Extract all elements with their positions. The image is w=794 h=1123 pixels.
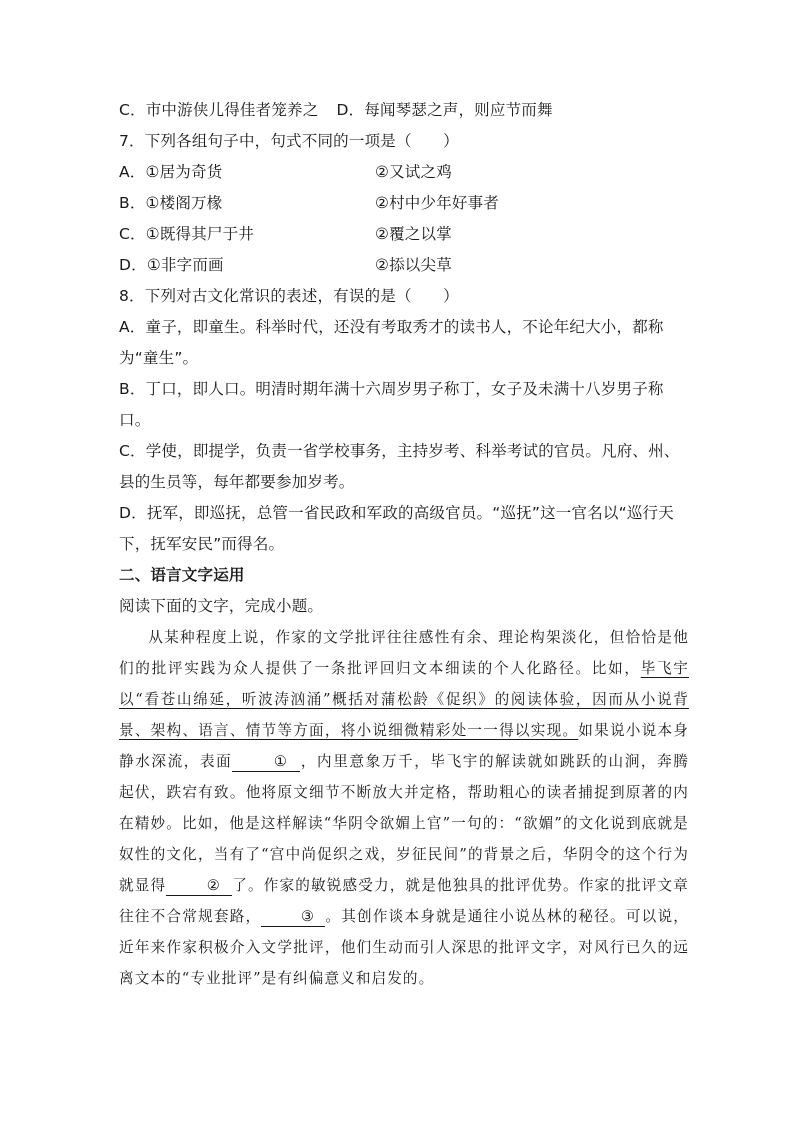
q7-option-d-left: D．①非字而画	[119, 256, 224, 274]
q7-option-a-left: A．①居为奇货	[119, 163, 223, 181]
q7-option-a	[119, 157, 689, 188]
underlined-sentence: 毕飞宇以“看苍山绵延，听波涛汹涌”概括对蒲松龄《促织》的阅读体验，因而从小说背景、架构、语言、情节等方面，将小说细微精彩处一一得以实现。	[119, 660, 689, 739]
q8-option-d: D．抚军，即巡抚，总管一省民政和军政的高级官员。“巡抚”这一官名以“巡行天下，抚军安民”而得名。	[119, 504, 674, 553]
exam-page	[119, 95, 689, 994]
blank-3[interactable]: ③	[261, 908, 325, 927]
q7-option-b-right: ②村中少年好事者	[375, 194, 499, 212]
q7-option-d-right: ②掭以尖草	[375, 256, 452, 274]
blank-1[interactable]: ①	[232, 753, 300, 772]
passage-text-2: 如果说小说本身静水深流，表面	[119, 722, 689, 770]
q8-option-c: C．学使，即提学，负责一省学校事务，主持岁考、科举考试的官员。凡府、州、县的生员等，每年都要参加岁考。	[119, 442, 680, 491]
reading-passage	[119, 622, 689, 994]
q7-option-c-left: C．①既得其尸于井	[119, 225, 255, 243]
q7-option-d	[119, 250, 689, 281]
q8-option-b: B．丁口，即人口。明清时期年满十六周岁男子称丁，女子及未满十八岁男子称口。	[119, 380, 664, 429]
q8-stem: 8．下列对古文化常识的表述，有误的是（ ）	[119, 287, 459, 305]
q7-stem: 7．下列各组句子中，句式不同的一项是（ ）	[119, 132, 459, 150]
q7-option-b-left: B．①楼阁万椽	[119, 194, 223, 212]
q8-option-a: A．童子，即童生。科举时代，还没有考取秀才的读书人，不论年纪大小，都称为“童生”。	[119, 318, 664, 367]
q7-option-c-right: ②覆之以掌	[375, 225, 452, 243]
q6-option-c: C．市中游侠儿得佳者笼养之	[119, 101, 319, 119]
passage-paragraph	[119, 622, 689, 994]
passage-text-3: ，内里意象万千，毕飞宇的解读就如跳跃的山涧，奔腾起伏，跌宕有致。他将原文细节不断放大并定格，帮助粗心的读者捕捉到原著的内在精妙。比如，他是这样解读“华阴令欲媚上官”一句的：“欲媚”的文化说到底就是奴性的文化，当有了“宫中尚促织之戏，岁征民间”的背景之后，华阴令的这个行为就显得	[119, 753, 689, 894]
passage-text-1: 从某种程度上说，作家的文学批评往往感性有余、理论构架淡化，但恰恰是他们的批评实践为众人提供了一条批评回归文本细读的个人化路径。比如，	[119, 629, 689, 677]
section-instruction: 阅读下面的文字，完成小题。	[119, 597, 324, 615]
q7-option-b	[119, 188, 689, 219]
q6-options-cd	[119, 95, 689, 126]
passage-text-4: 了。作家的敏锐感受力，就是他独具的批评优势。作家的批评文章往往不合常规套路，	[119, 877, 689, 925]
q6-option-d: D．每闻琴瑟之声，则应节而舞	[336, 101, 553, 119]
q7-option-c	[119, 219, 689, 250]
blank-2[interactable]: ②	[166, 877, 232, 896]
q7-option-a-right: ②又试之鸡	[375, 163, 452, 181]
section-title: 二、语言文字运用	[119, 566, 245, 584]
passage-text-5: 。其创作谈本身就是通往小说丛林的秘径。可以说，近年来作家积极介入文学批评，他们生动而引人深思的批评文字，对风行已久的远离文本的“专业批评”是有纠偏意义和启发的。	[119, 908, 689, 987]
